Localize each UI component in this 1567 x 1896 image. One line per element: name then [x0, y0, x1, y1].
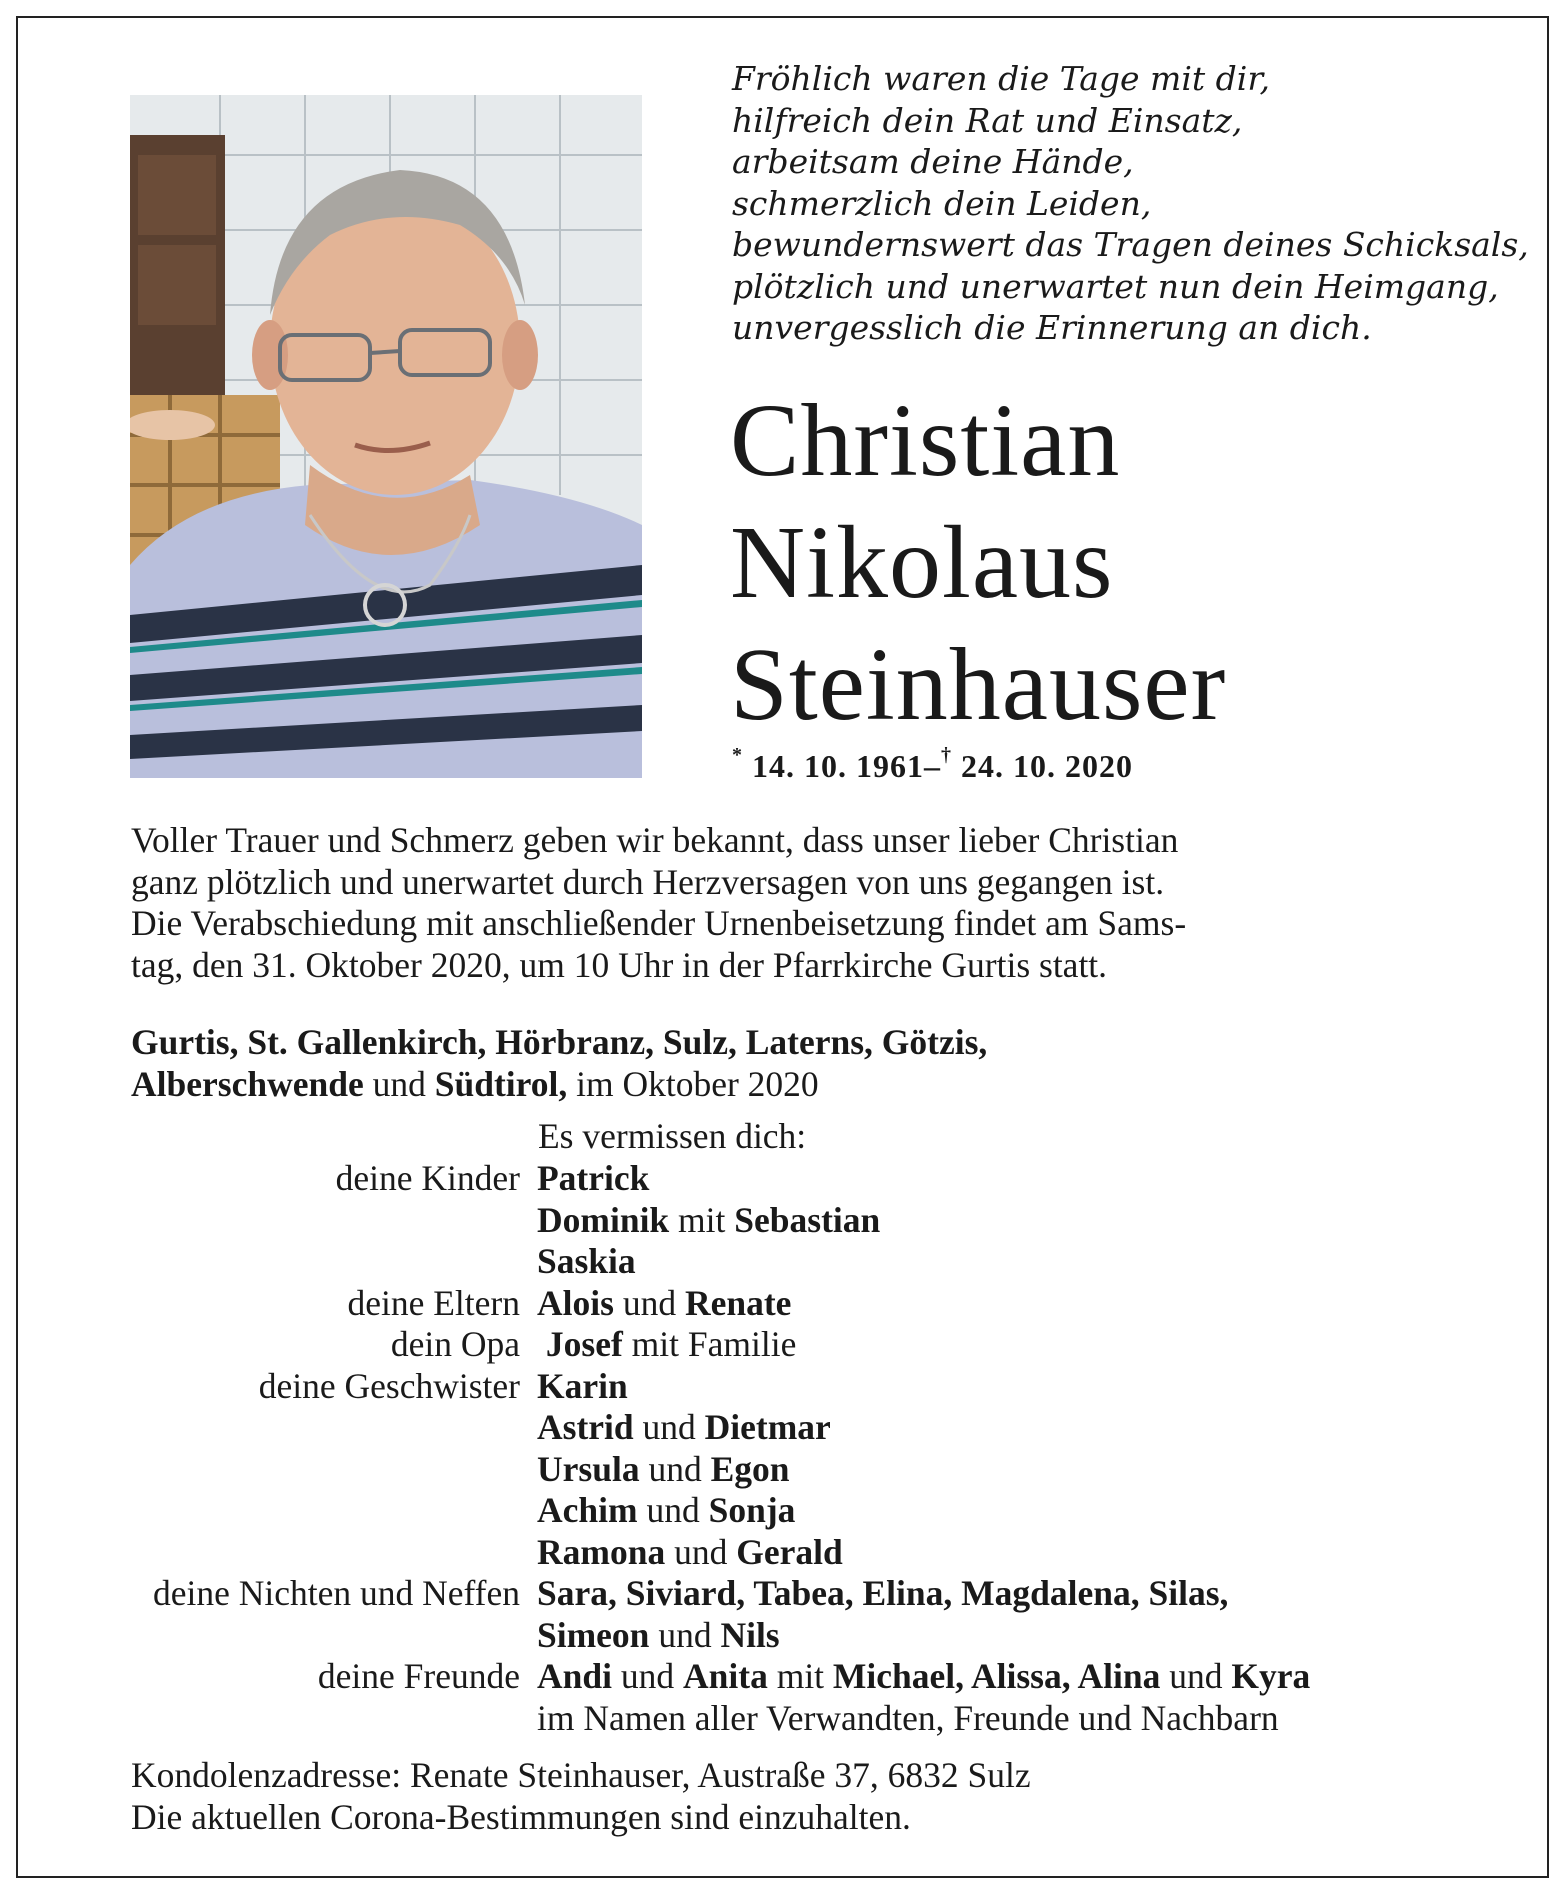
birth-date: 14. 10. 1961: [752, 748, 924, 784]
family-member: Josef: [545, 1324, 623, 1364]
family-member: Andi: [537, 1656, 612, 1696]
family-row: [0, 1449, 1567, 1491]
family-member: Anita: [683, 1656, 768, 1696]
family-row: [0, 1698, 1567, 1740]
family-row: [0, 1366, 1567, 1408]
family-row: [0, 1573, 1567, 1615]
connector-text: und: [639, 1448, 711, 1489]
connector-text: mit Familie: [622, 1324, 797, 1364]
last-name: Steinhauser: [730, 627, 1227, 742]
date-separator: –: [924, 748, 941, 784]
family-member: Ramona: [537, 1531, 666, 1572]
family-member: Egon: [710, 1448, 790, 1489]
family-row: [0, 1158, 1567, 1200]
deceased-name: [730, 380, 1530, 746]
place-alberschwende: Alberschwende: [131, 1063, 364, 1104]
family-member: Kyra: [1231, 1656, 1311, 1696]
relation-label: dein Opa: [390, 1324, 520, 1364]
place-suedtirol: Südtirol,: [434, 1063, 568, 1104]
poem-line: arbeitsam deine Hände,: [732, 142, 1134, 181]
relation-label: deine Nichten und Neffen: [152, 1573, 520, 1613]
announcement-line: Die Verabschiedung mit anschließender Urnenbeisetzung findet am Sams-: [131, 903, 1187, 943]
family-member: Sebastian: [734, 1199, 881, 1240]
corona-notice: Die aktuellen Corona-Bestimmungen sind einzuhalten.: [131, 1796, 911, 1837]
family-row: [0, 1615, 1567, 1657]
family-row: [0, 1200, 1567, 1242]
family-member: Michael, Alissa, Alina: [832, 1656, 1161, 1696]
connector-text: mit: [767, 1656, 833, 1696]
announcement-text: [131, 820, 1436, 986]
family-row: [0, 1241, 1567, 1283]
poem-line: Fröhlich waren die Tage mit dir,: [732, 59, 1270, 98]
portrait-photo: [130, 95, 642, 778]
family-row: [0, 1407, 1567, 1449]
family-member: Gerald: [736, 1531, 843, 1572]
connector-text: und: [613, 1282, 685, 1323]
announcement-line: tag, den 31. Oktober 2020, um 10 Uhr in der Pfarrkirche Gurtis statt.: [131, 944, 1108, 985]
death-symbol: †: [941, 744, 952, 766]
poem-line: unvergesslich die Erinnerung an dich.: [732, 308, 1372, 347]
family-row: [0, 1656, 1567, 1698]
connector-text: und: [649, 1614, 721, 1655]
family-member: Achim: [537, 1490, 638, 1530]
family-row: [0, 1490, 1567, 1532]
poem-line: hilfreich dein Rat und Einsatz,: [732, 100, 1243, 140]
closing-line: im Namen aller Verwandten, Freunde und Nachbarn: [537, 1697, 1279, 1738]
family-member: Astrid: [537, 1407, 634, 1447]
relation-label: deine Kinder: [335, 1158, 520, 1198]
connector-text: und: [637, 1490, 709, 1530]
announcement-line: Voller Trauer und Schmerz geben wir bekannt, dass unser lieber Christian: [131, 820, 1179, 860]
family-row: [0, 1283, 1567, 1325]
connector-text: und: [612, 1656, 683, 1696]
death-date: 24. 10. 2020: [961, 748, 1133, 784]
condolence-address: Kondolenzadresse: Renate Steinhauser, Austraße 37, 6832 Sulz: [131, 1755, 1031, 1795]
life-dates: [732, 744, 1133, 785]
middle-name: Nikolaus: [730, 505, 1114, 620]
family-member: Sara, Siviard, Tabea, Elina, Magdalena, Silas,: [537, 1573, 1229, 1613]
footer-notes: [131, 1755, 1031, 1838]
family-member: Renate: [684, 1282, 792, 1323]
connector-text: und: [633, 1407, 705, 1447]
family-member: Sonja: [708, 1490, 796, 1530]
family-row: [0, 1532, 1567, 1574]
poem-line: schmerzlich dein Leiden,: [732, 183, 1152, 223]
poem-line: plötzlich und unerwartet nun dein Heimgang,: [732, 266, 1499, 306]
connector-text: mit: [669, 1199, 735, 1240]
family-list: [0, 1158, 1567, 1739]
family-member: Dominik: [537, 1199, 670, 1240]
family-member: Simeon: [537, 1614, 650, 1655]
connector-text: und: [1160, 1656, 1232, 1696]
connector-text: und: [665, 1531, 737, 1572]
connector-text: und: [363, 1063, 435, 1104]
family-member: Ursula: [537, 1448, 640, 1489]
family-member: Nils: [720, 1614, 780, 1655]
announcement-line: ganz plötzlich und unerwartet durch Herzversagen von uns gegangen ist.: [131, 861, 1165, 902]
missing-heading: Es vermissen dich:: [538, 1116, 807, 1156]
places-line: [131, 1022, 1431, 1105]
family-member: Saskia: [537, 1241, 636, 1281]
relation-label: deine Eltern: [347, 1282, 520, 1323]
family-member: Dietmar: [704, 1407, 831, 1447]
relation-label: deine Freunde: [317, 1656, 520, 1696]
poem-line: bewundernswert das Tragen deines Schicksals,: [732, 225, 1529, 264]
first-name: Christian: [730, 383, 1121, 498]
month-year: im Oktober 2020: [567, 1063, 819, 1104]
family-member: Karin: [537, 1365, 628, 1406]
birth-symbol: *: [732, 744, 743, 766]
family-row: [0, 1324, 1567, 1366]
family-member: Patrick: [537, 1158, 650, 1198]
relation-label: deine Geschwister: [258, 1365, 520, 1406]
family-member: Alois: [537, 1282, 614, 1323]
memorial-poem: [732, 58, 1532, 349]
places-list: Gurtis, St. Gallenkirch, Hörbranz, Sulz, Laterns, Götzis,: [131, 1022, 988, 1062]
